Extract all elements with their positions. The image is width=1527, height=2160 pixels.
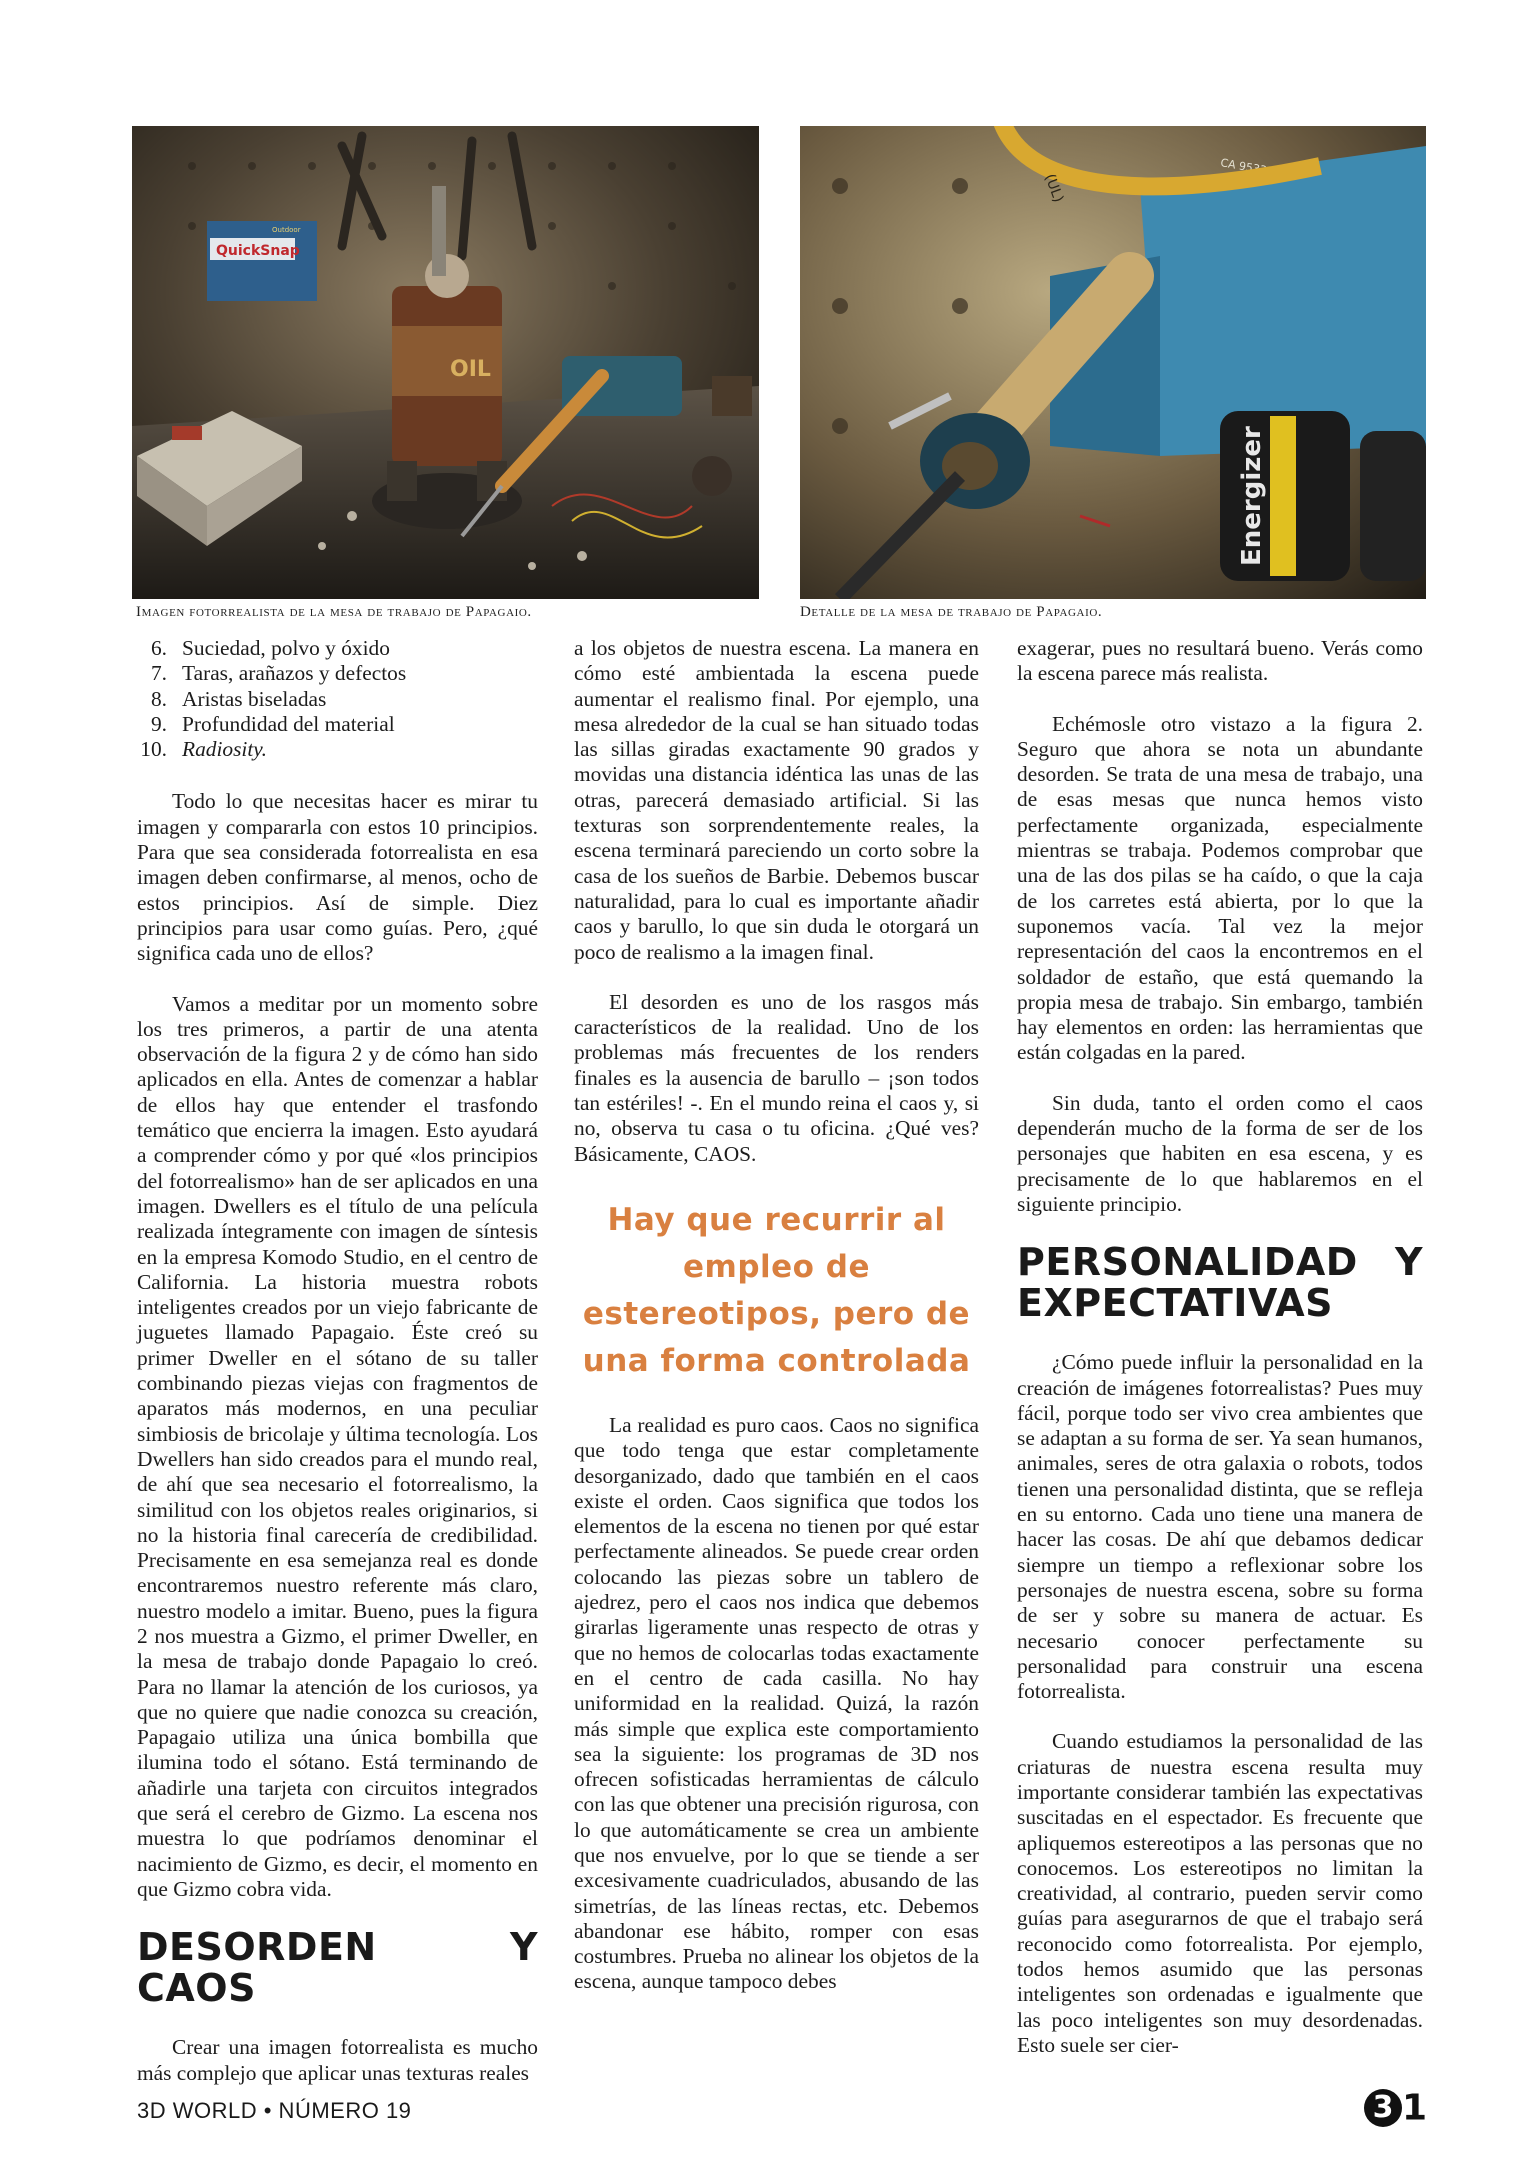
detail-photo: [800, 126, 1426, 599]
list-item: [137, 712, 538, 737]
oil-can-text: OIL: [450, 357, 491, 382]
paragraph: El desorden es uno de los rasgos más característicos de la realidad. Uno de los problemas más frecuentes de los renders finales es la ausencia de barullo – ¡son todos tan estériles! -. En el mundo reina el caos y, si no, observa tu casa o tu oficina. ¿Qué ves? Básicamente, CAOS.: [574, 989, 979, 1166]
principles-list: [137, 636, 538, 762]
pull-quote: Hay que recurrir al empleo de estereotipos, pero de una forma controlada: [582, 1201, 971, 1379]
list-item: [137, 687, 538, 712]
paragraph: Echémosle otro vistazo a la figura 2. Seguro que ahora se nota un abundante desorden. Se trata de una mesa de trabajo, una de esas mesas que nunca hemos visto perfectamente organizada, especialmente mientras se trabaja. Podemos comprobar que una de las dos pilas se ha caído, o que la caja de los carretes está abierta, por lo que la suponemos vacía. Tal vez la mejor representación del caos la encontremos en el soldador de estaño, que está quemando la propia mesa de trabajo. Sin embargo, también hay elementos en orden: las herramientas que están colgadas en la pared.: [1017, 711, 1423, 1065]
list-item-number: 10.: [140, 737, 167, 762]
workbench-photo-art: [132, 126, 759, 599]
list-item-number: 7.: [150, 661, 167, 686]
paragraph: Crear una imagen fotorrealista es mucho más complejo que aplicar unas texturas reales: [137, 2035, 538, 2085]
column-3: [1017, 636, 1423, 2083]
list-item-text: Suciedad, polvo y óxido: [182, 636, 390, 660]
paragraph: ¿Cómo puede influir la personalidad en la creación de imágenes fotorrealistas? Pues muy fácil, porque todo ser vivo crea ambientes que se adaptan a su forma de ser. Ya sean humanos, animales, seres de otra galaxia o robots, todos tienen una personalidad distinta, que se refleja en su entorno. Cada uno tiene una manera de hacer las cosas. De ahí que debamos dedicar siempre un tiempo a reflexionar sobre los personajes de nuestra escena, sobre su forma de ser y sobre su manera de actuar. Es necesario conocer perfectamente su personalidad para construir una escena fotorrealista.: [1017, 1350, 1423, 1704]
workbench-photo: [132, 126, 759, 599]
section-heading: DESORDEN Y CAOS: [137, 1925, 538, 2011]
list-item-number: 8.: [150, 686, 167, 711]
camera-brand-text: QuickSnap: [216, 243, 300, 259]
list-item-text: Taras, arañazos y defectos: [182, 661, 407, 686]
list-item: [137, 636, 538, 661]
left-photo-caption: Imagen fotorrealista de la mesa de trabajo de Papagaio.: [136, 604, 532, 620]
paragraph: Sin duda, tanto el orden como el caos dependerán mucho de la forma de ser de los personajes que habiten en esa escena, y es precisamente de lo que hablaremos en el siguiente principio.: [1017, 1090, 1423, 1216]
page-number-rest: 1: [1402, 2087, 1428, 2129]
paragraph: La realidad es puro caos. Caos no significa que todo tenga que estar completamente desorganizado, dado que también en el caos existe el orden. Caos significa que todos los elementos de la escena no tienen por qué estar perfectamente alineados. Se puede crear orden colocando las piezas sobre un tablero de ajedrez, pero el caos nos indica que debemos girarlas ligeramente unas respecto de otras y que no hemos de colocarlas todas exactamente en el centro de cada casilla. No hay uniformidad en la realidad. Quizá, la razón más simple que explica este comportamiento sea la siguiente: los programas de 3D nos ofrecen sofisticadas herramientas de cálculo con las que obtener una precisión rigurosa, con lo que automáticamente se crea un ambiente que nos envuelve, por lo que se tiende a ser excesivamente cuadriculados, abusando de las simetrías, de las líneas rectas, etc. Debemos abandonar ese hábito, romper con esas costumbres. Prueba no alinear los objetos de la escena, aunque tampoco debes: [574, 1412, 979, 1994]
page-number-circle: 3: [1364, 2089, 1402, 2127]
column-2: [574, 636, 979, 2020]
paragraph: a los objetos de nuestra escena. La manera en cómo esté ambientada la escena puede aumentar el realismo final. Por ejemplo, una mesa alrededor de la cual se han situado todas las sillas giradas exactamente 90 grados y movidas una distancia idéntica las unas de las otras, parecerá demasiado artificial. Si las texturas son sorprendentemente reales, la escena terminará pareciendo un corto sobre la casa de los sueños de Barbie. Debemos buscar naturalidad, para lo cual es importante añadir caos y barullo, lo que sin duda le otorgará un poco de realismo a la imagen final.: [574, 636, 979, 964]
battery-brand-text: Energizer: [1237, 426, 1267, 566]
list-item: [137, 737, 538, 762]
cable-mark-text: (UL): [1041, 171, 1067, 205]
camera-tag-text: Outdoor: [272, 226, 301, 234]
paragraph: exagerar, pues no resultará bueno. Verás como la escena parece más realista.: [1017, 636, 1423, 686]
section-heading: PERSONALIDAD Y EXPECTATIVAS: [1017, 1240, 1423, 1326]
paragraph: Cuando estudiamos la personalidad de las criaturas de nuestra escena resulta muy importante considerar también las expectativas suscitadas en el espectador. Es frecuente que apliquemos estereotipos a las personas que no conocemos. Los estereotipos no limitan la creatividad, al contrario, pueden servir como guías para asegurarnos de que el trabajo será reconocido como fotorrealista. Por ejemplo, todos hemos asumido que las personas inteligentes son ordenadas e igualmente que las poco inteligentes son muy desordenadas. Esto suele ser cier-: [1017, 1729, 1423, 2057]
box-address-text: CA 95330: [1219, 156, 1275, 179]
right-photo-caption: Detalle de la mesa de trabajo de Papagaio.: [800, 604, 1103, 620]
column-1: [137, 636, 538, 2111]
list-item: [137, 661, 538, 686]
list-item-text: Radiosity.: [182, 737, 267, 762]
magazine-footer: 3D WORLD • NÚMERO 19: [137, 2098, 412, 2123]
list-item-text: Aristas biseladas: [182, 686, 327, 711]
list-item-text: Profundidad del material: [182, 711, 395, 736]
paragraph: Todo lo que necesitas hacer es mirar tu imagen y compararla con estos 10 principios. Para que sea considerada fotorrealista en esa imagen deben confirmarse, al menos, ocho de estos principios. Así de simple. Diez principios para usar como guías. Pero, ¿qué significa cada uno de ellos?: [137, 789, 538, 966]
page-number: [1364, 2086, 1427, 2129]
list-item-number: 9.: [150, 711, 167, 736]
detail-photo-art: [800, 126, 1426, 599]
paragraph: Vamos a meditar por un momento sobre los tres primeros, a partir de una atenta observación de la figura 2 y de cómo han sido aplicados en ella. Antes de comenzar a hablar de ellos hay que entender el trasfondo temático que encierra la imagen. Esto ayudará a comprender cómo y por qué «los principios del fotorrealismo» han de ser aplicados en una imagen. Dwellers es el título de una película realizada íntegramente con imagen de síntesis en la empresa Komodo Studio, en el centro de California. La historia muestra robots inteligentes creados por un viejo fabricante de juguetes llamado Papagaio. Éste creó su primer Dweller en el sótano de su taller combinando piezas viejas con fragmentos de aparatos más modernos, en una peculiar simbiosis de bricolaje y última tecnología. Los Dwellers han sido creados para el mundo real, de ahí que sea necesario el fotorrealismo, la similitud con los objetos reales originarios, si no la historia final carecería de credibilidad. Precisamente en esa semejanza real es donde encontraremos nuestro referente más claro, nuestro modelo a imitar. Bueno, pues la figura 2 nos muestra a Gizmo, el primer Dweller, en la mesa de trabajo donde Papagaio lo creó. Para no llamar la atención de los curiosos, ya que no quiere que nadie conozca su creación, Papagaio utiliza una única bombilla que ilumina todo el sótano. Está terminando de añadirle una tarjeta con circuitos integrados que será el cerebro de Gizmo. La escena nos muestra lo que podríamos denominar el nacimiento de Gizmo, es decir, el momento en que Gizmo cobra vida.: [137, 991, 538, 1901]
list-item-number: 6.: [150, 636, 167, 660]
